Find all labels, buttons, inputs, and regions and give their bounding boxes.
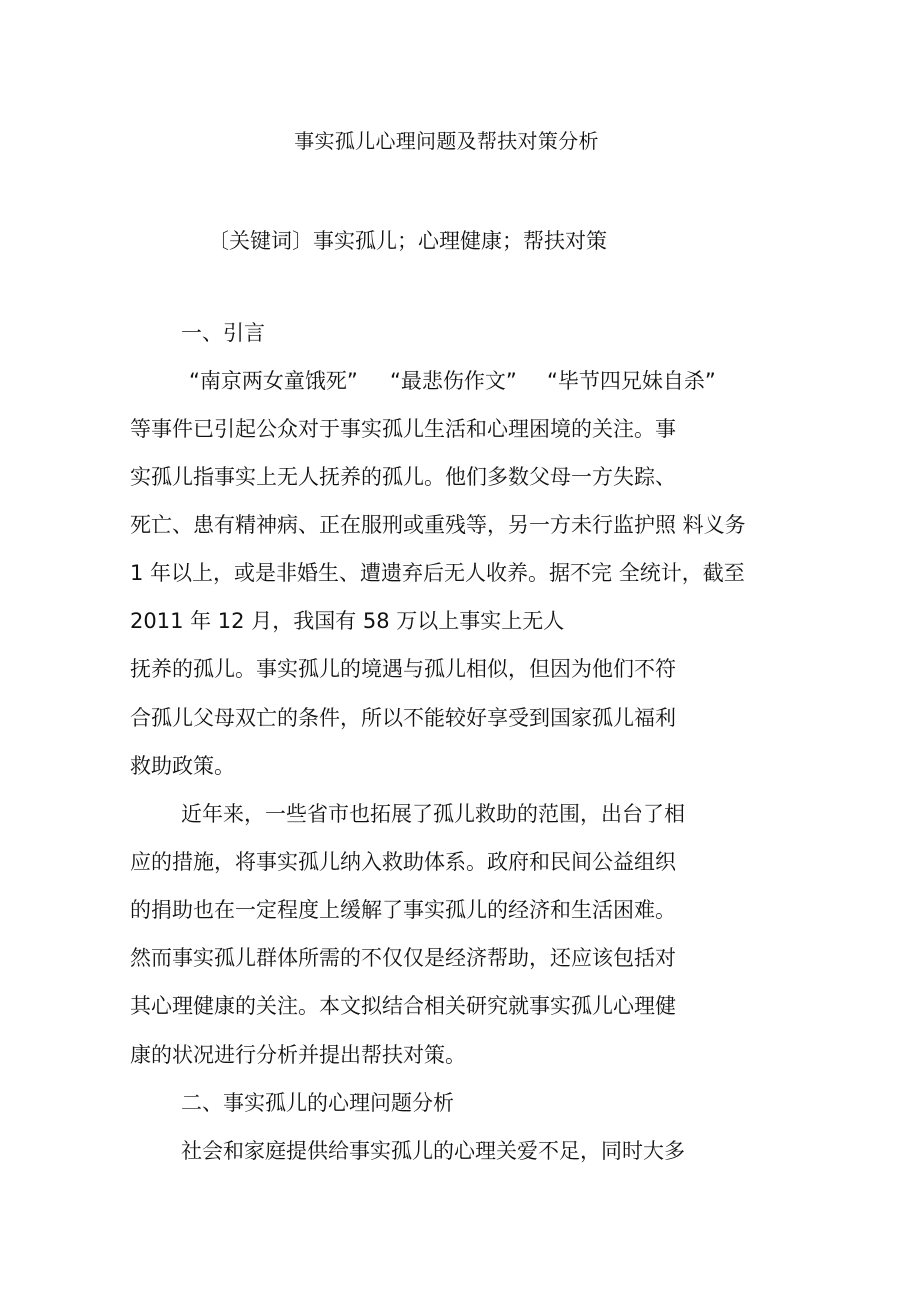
paragraph-line: 1 年以上，或是非婚生、遭遗弃后无人收养。据不完 全统计，截至 xyxy=(130,561,745,585)
document-title: 事实孤儿心理问题及帮扶对策分析 xyxy=(294,129,599,153)
paragraph-line: 其心理健康的关注。本文拟结合相关研究就事实孤儿心理健 xyxy=(130,994,676,1018)
paragraph-line: 实孤儿指事实上无人抚养的孤儿。他们多数父母一方失踪、 xyxy=(130,465,676,489)
paragraph-line: 然而事实孤儿群体所需的不仅仅是经济帮助，还应该包括对 xyxy=(130,946,676,970)
section-heading-intro: 一、引言 xyxy=(181,321,265,345)
keywords-line: 〔关键词〕事实孤儿；心理健康；帮扶对策 xyxy=(208,229,607,253)
paragraph-line: 2011 年 12 月，我国有 58 万以上事实上无人 xyxy=(130,609,565,633)
paragraph-line: 近年来，一些省市也拓展了孤儿救助的范围，出台了相 xyxy=(181,802,685,826)
section-heading-analysis: 二、事实孤儿的心理问题分析 xyxy=(181,1091,454,1115)
paragraph-line: 社会和家庭提供给事实孤儿的心理关爱不足，同时大多 xyxy=(181,1139,685,1163)
paragraph-line: 死亡、患有精神病、正在服刑或重残等，另一方未行监护照 料义务 xyxy=(130,513,746,537)
paragraph-line: 救助政策。 xyxy=(130,754,235,778)
quote-item: “最悲伤作文” xyxy=(390,369,517,393)
paragraph-line: 抚养的孤儿。事实孤儿的境遇与孤儿相似，但因为他们不符 xyxy=(130,657,676,681)
paragraph-line: 的捐助也在一定程度上缓解了事实孤儿的经济和生活困难。 xyxy=(130,898,676,922)
quote-item: “毕节四兄妹自杀” xyxy=(547,369,716,393)
paragraph-line: 等事件已引起公众对于事实孤儿生活和心理困境的关注。事 xyxy=(130,417,676,441)
paragraph-line: 应的措施，将事实孤儿纳入救助体系。政府和民间公益组织 xyxy=(130,850,676,874)
quote-item: “南京两女童饿死” xyxy=(189,369,358,393)
paragraph-line: 合孤儿父母双亡的条件，所以不能较好享受到国家孤儿福利 xyxy=(130,706,676,730)
paragraph-line: 康的状况进行分析并提出帮扶对策。 xyxy=(130,1043,466,1067)
